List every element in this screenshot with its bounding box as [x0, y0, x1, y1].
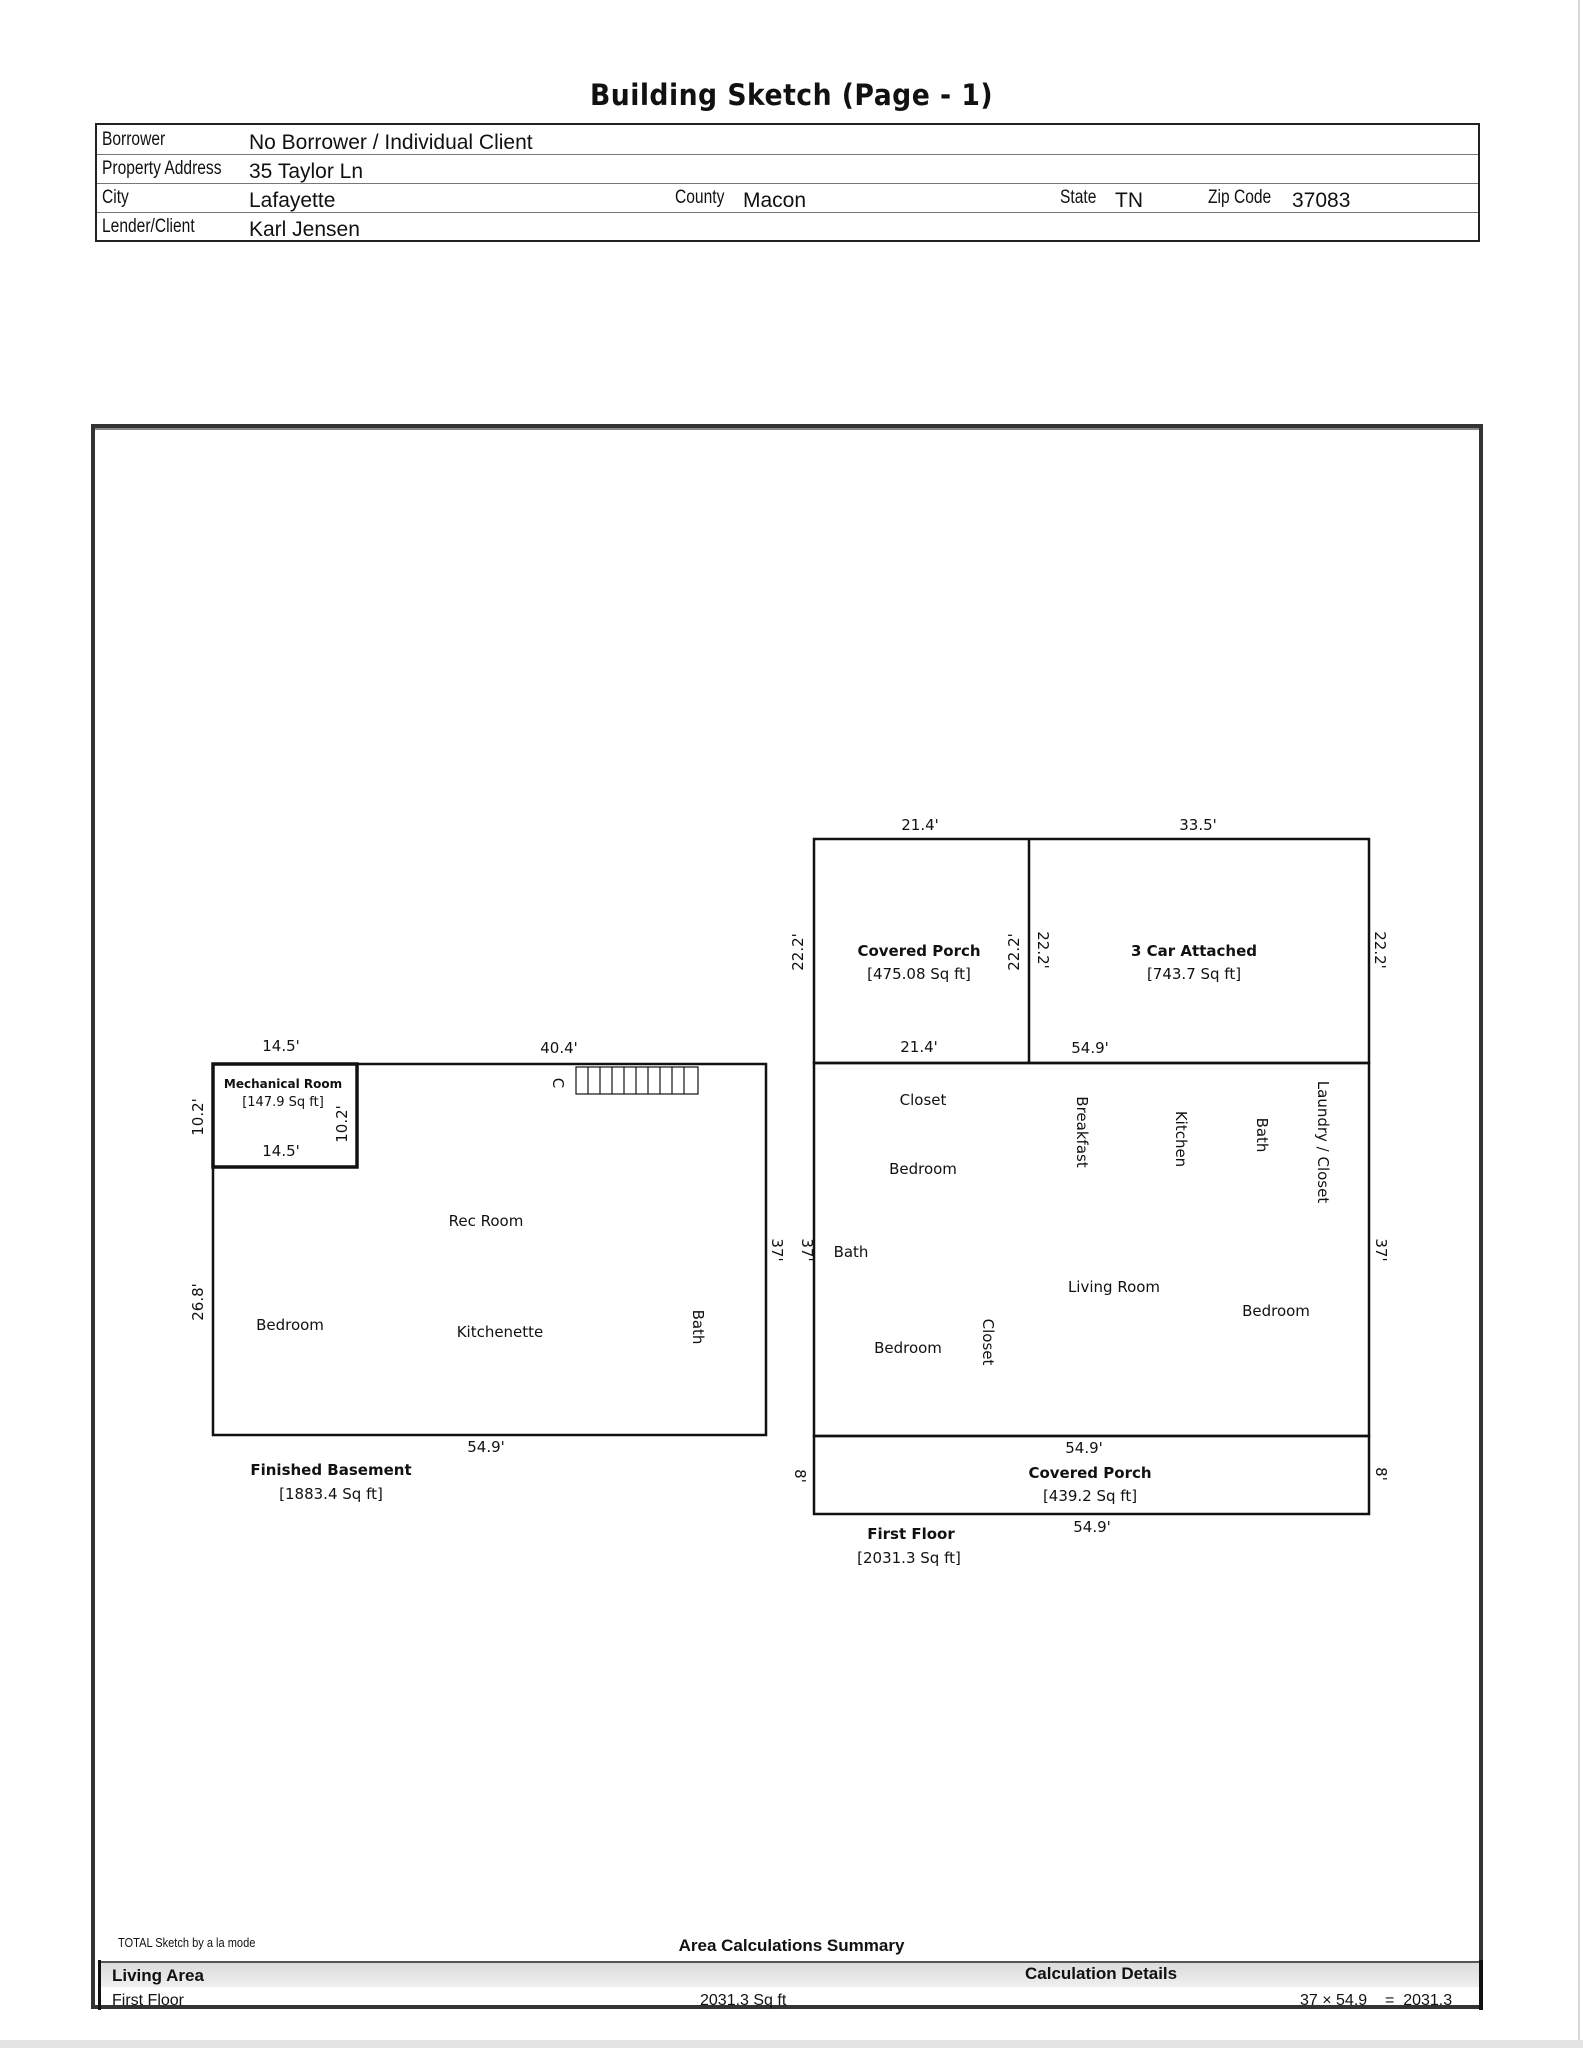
zip-value: 37083 — [1292, 189, 1351, 212]
summary-right-rule — [1479, 1960, 1483, 2010]
summary-row-area: 2031.3 Sq ft — [700, 1992, 787, 2009]
zip-label: Zip Code — [1208, 187, 1272, 208]
ff-closet-vertical: Closet — [979, 1318, 997, 1366]
city-label: City — [102, 187, 129, 208]
ff-laundry-closet: Laundry / Closet — [1314, 1080, 1332, 1204]
county-label: County — [675, 187, 725, 208]
area-summary-title: Area Calculations Summary — [678, 1936, 905, 1955]
basement-bath: Bath — [689, 1309, 707, 1345]
ff-dim-garage-bottom: 54.9' — [1071, 1039, 1109, 1057]
ff-bath-left: Bath — [833, 1243, 869, 1261]
summary-row-calc: 37 × 54.9 = 2031.3 — [1300, 1992, 1453, 2009]
summary-left-rule — [98, 1960, 101, 2010]
ff-front-porch-area: [439.2 Sq ft] — [1042, 1487, 1138, 1505]
borrower-value: No Borrower / Individual Client — [249, 131, 533, 154]
summary-header-bar — [100, 1961, 1479, 1987]
basement-kitchenette: Kitchenette — [456, 1323, 544, 1341]
stair-outline — [576, 1067, 698, 1094]
ff-porch-name: Covered Porch — [857, 942, 981, 960]
ff-living-room: Living Room — [1067, 1278, 1161, 1296]
ff-bedroom-top: Bedroom — [889, 1160, 957, 1178]
basement-c-label: C — [549, 1077, 567, 1089]
lender-label: Lender/Client — [102, 216, 195, 237]
stairs — [576, 1067, 698, 1094]
software-credit: TOTAL Sketch by a la mode — [118, 1935, 256, 1950]
ff-dim-bottom: 54.9' — [1065, 1439, 1103, 1457]
ff-closet-top: Closet — [899, 1091, 947, 1109]
ff-bedroom-bottom: Bedroom — [874, 1339, 942, 1357]
ff-dim-top-garage: 33.5' — [1179, 816, 1217, 834]
summary-row-name: First Floor — [112, 1992, 184, 2009]
ff-dim-porch-left: 22.2' — [789, 933, 807, 971]
ff-dim-left: 37' — [798, 1238, 816, 1262]
ff-dim-top-porch: 21.4' — [901, 816, 939, 834]
basement-walls — [213, 1064, 766, 1435]
basement-dim-bottom: 54.9' — [467, 1438, 505, 1456]
basement-area: [1883.4 Sq ft] — [279, 1485, 383, 1503]
state-value: TN — [1115, 189, 1143, 212]
first-floor-area: [2031.3 Sq ft] — [857, 1549, 961, 1567]
county-value: Macon — [743, 189, 807, 212]
basement-dim-right: 37' — [768, 1238, 786, 1262]
basement-dim-top-main: 40.4' — [540, 1039, 578, 1057]
ff-bath-right: Bath — [1253, 1117, 1271, 1153]
ff-breakfast: Breakfast — [1073, 1096, 1091, 1168]
basement-dim-left-mech: 10.2' — [189, 1098, 207, 1136]
ff-dim-right: 37' — [1372, 1238, 1390, 1262]
state-label: State — [1060, 187, 1097, 208]
basement-outline — [213, 1064, 766, 1435]
page-title: Building Sketch (Page - 1) — [589, 78, 994, 112]
ff-garage-area: [743.7 Sq ft] — [1146, 965, 1242, 983]
basement-name: Finished Basement — [250, 1461, 412, 1479]
mechanical-dim-right: 10.2' — [333, 1105, 351, 1143]
lender-value: Karl Jensen — [249, 218, 360, 241]
ff-dim-porch-bottom: 21.4' — [900, 1038, 938, 1056]
basement-dim-top-mech: 14.5' — [262, 1037, 300, 1055]
mechanical-room-name: Mechanical Room — [223, 1077, 343, 1091]
basement-rec-room: Rec Room — [448, 1212, 524, 1230]
city-value: Lafayette — [249, 189, 336, 212]
ff-dim-porch-right: 22.2' — [1005, 933, 1023, 971]
ff-porch-area: [475.08 Sq ft] — [867, 965, 971, 983]
ff-dim-front-bottom: 54.9' — [1073, 1518, 1111, 1536]
ff-dim-garage-right: 22.2' — [1371, 931, 1389, 969]
calculation-details-header: Calculation Details — [1025, 1964, 1178, 1983]
address-label: Property Address — [102, 158, 222, 179]
living-area-header: Living Area — [112, 1966, 204, 1985]
mechanical-dim-bottom: 14.5' — [262, 1142, 300, 1160]
basement-dim-left-main: 26.8' — [189, 1283, 207, 1321]
ff-bedroom-right: Bedroom — [1242, 1302, 1310, 1320]
mechanical-room-area: [147.9 Sq ft] — [242, 1095, 324, 1110]
ff-front-porch-name: Covered Porch — [1028, 1464, 1152, 1482]
ff-dim-garage-left: 22.2' — [1034, 931, 1052, 969]
ff-kitchen: Kitchen — [1172, 1110, 1190, 1168]
basement-bedroom: Bedroom — [256, 1316, 324, 1334]
ff-garage-name: 3 Car Attached — [1131, 942, 1257, 960]
first-floor-name: First Floor — [867, 1525, 955, 1543]
ff-dim-front-left: 8' — [791, 1469, 809, 1483]
address-value: 35 Taylor Ln — [249, 160, 364, 183]
ff-dim-front-right: 8' — [1372, 1467, 1390, 1481]
borrower-label: Borrower — [102, 129, 166, 150]
